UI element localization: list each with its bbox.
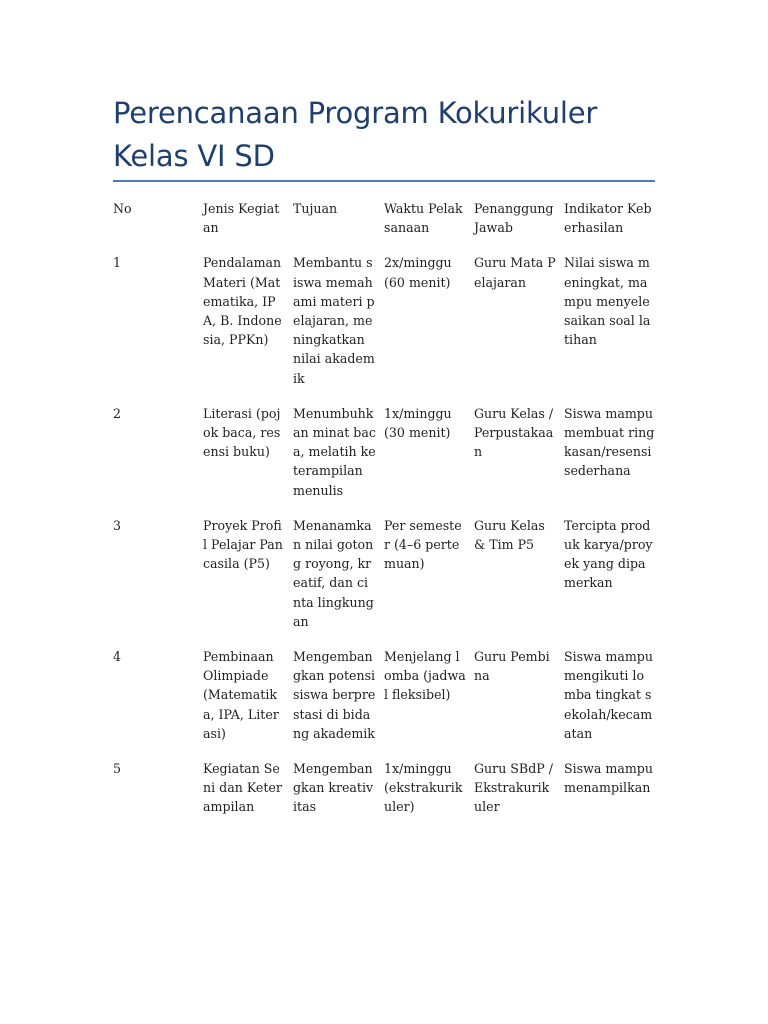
cell-indikator-keberhasilan: Tercipta produk karya/proyek yang dipamerkan [564, 517, 653, 591]
cell-no: 3 [113, 517, 122, 533]
cell-tujuan: Membantu siswa memahami materi pelajaran, meningkatkan nilai akademik [293, 255, 375, 386]
cell-tujuan: Mengembangkan potensi siswa berprestasi di bidang akademik [293, 649, 376, 741]
cell-no: 2 [113, 405, 122, 421]
table-row [109, 513, 659, 644]
program-table [109, 196, 659, 830]
cell-indikator-keberhasilan: Siswa mampu membuat ringkasan/resensi sederhana [564, 405, 655, 479]
cell-penanggung-jawab: Guru Kelas & Tim P5 [474, 517, 545, 553]
title-divider [113, 180, 655, 182]
page-title: Perencanaan Program Kokurikuler Kelas VI SD [113, 96, 598, 173]
cell-indikator-keberhasilan: Nilai siswa meningkat, mampu menyelesaikan soal latihan [564, 255, 651, 348]
cell-tujuan: Menumbuhkan minat baca, melatih keterampilan menulis [293, 405, 376, 498]
header-cell-jenis-kegiatan: Jenis Kegiatan [203, 201, 280, 236]
cell-penanggung-jawab: Guru Kelas / Perpustakaan [474, 405, 554, 460]
cell-waktu-pelaksanaan: 1x/minggu (30 menit) [384, 405, 452, 441]
cell-penanggung-jawab: Guru Mata Pelajaran [474, 255, 556, 290]
cell-waktu-pelaksanaan: Menjelang lomba (jadwal fleksibel) [384, 649, 466, 703]
header-cell-indikator-keberhasilan: Indikator Keberhasilan [564, 201, 652, 236]
cell-penanggung-jawab: Guru SBdP / Ekstrakurikuler [474, 761, 553, 815]
cell-no: 1 [113, 255, 122, 271]
header-cell-penanggung-jawab: Penanggung Jawab [474, 201, 554, 236]
table-row [109, 250, 659, 400]
cell-tujuan: Menanamkan nilai gotong royong, kreatif, dan cinta lingkungan [293, 517, 374, 629]
cell-waktu-pelaksanaan: 1x/minggu (ekstrakurikuler) [384, 761, 463, 815]
cell-waktu-pelaksanaan: 2x/minggu (60 menit) [384, 255, 452, 290]
cell-jenis-kegiatan: Literasi (pojok baca, resensi buku) [203, 405, 281, 460]
table-row [109, 401, 659, 513]
cell-jenis-kegiatan: Proyek Profil Pelajar Pancasila (P5) [203, 517, 283, 572]
cell-jenis-kegiatan: Pendalaman Materi (Matematika, IPA, B. Indonesia, PPKn) [203, 255, 282, 348]
header-cell-waktu-pelaksanaan: Waktu Pelaksanaan [384, 201, 463, 236]
table-row [109, 756, 659, 830]
cell-no: 5 [113, 761, 122, 777]
table-header-row [109, 196, 659, 250]
cell-no: 4 [113, 649, 122, 665]
cell-indikator-keberhasilan: Siswa mampu mengikuti lomba tingkat sekolah/kecamatan [564, 649, 653, 741]
cell-waktu-pelaksanaan: Per semester (4–6 pertemuan) [384, 517, 462, 572]
cell-indikator-keberhasilan: Siswa mampu menampilkan [564, 761, 653, 796]
cell-penanggung-jawab: Guru Pembina [474, 649, 550, 684]
cell-jenis-kegiatan: Pembinaan Olimpiade (Matematika, IPA, Literasi) [203, 649, 279, 741]
cell-jenis-kegiatan: Kegiatan Seni dan Keterampilan [203, 761, 282, 815]
table-row [109, 644, 659, 756]
cell-tujuan: Mengembangkan kreativitas [293, 761, 374, 815]
header-cell-tujuan: Tujuan [293, 201, 338, 216]
header-cell-no: No [113, 201, 132, 216]
